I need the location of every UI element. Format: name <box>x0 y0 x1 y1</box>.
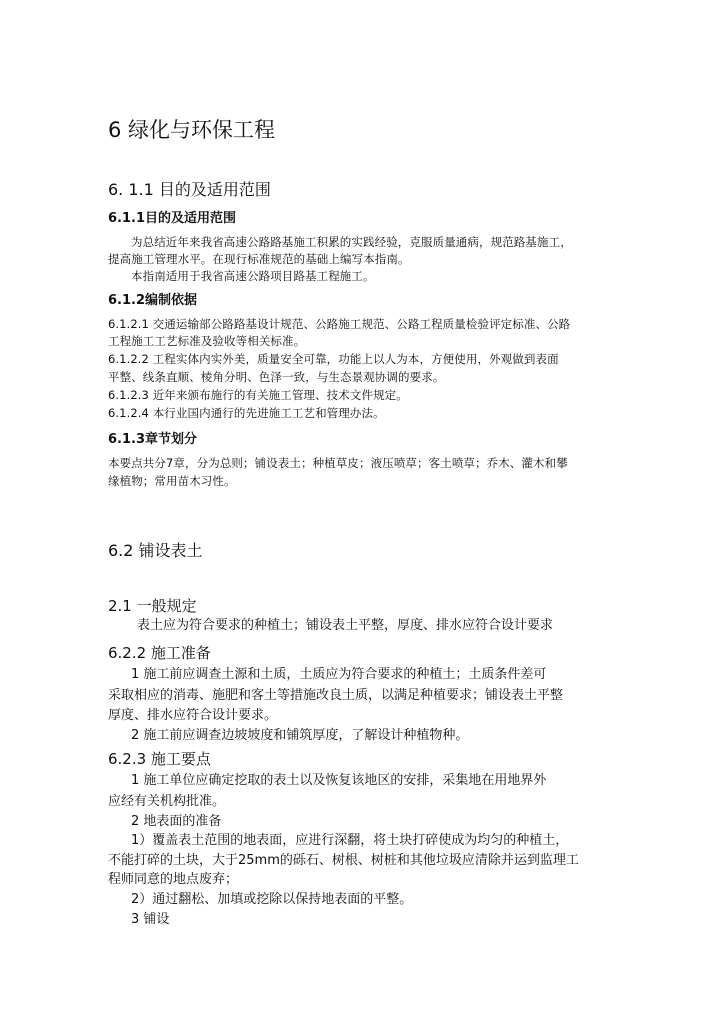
paragraph-line: 2）通过翻松、加填或挖除以保持地表面的平整。 <box>131 892 413 907</box>
chapter-title: 6 绿化与环保工程 <box>108 118 276 142</box>
paragraph-line: 表土应为符合要求的种植土；铺设表土平整，厚度、排水应符合设计要求 <box>137 618 554 633</box>
paragraph-line: 本要点共分7章，分为总则；铺设表土；种植草皮；液压喷草；客土喷草；乔木、灌木和攀 <box>108 456 568 470</box>
paragraph-line: 采取相应的消毒、施肥和客土等措施改良土质，以满足种植要求；铺设表土平整 <box>108 688 564 703</box>
subsection-612-title: 6.1.2编制依据 <box>108 293 198 308</box>
paragraph-line: 1）覆盖表土范围的地表面，应进行深翻，将土块打碎使成为均匀的种植土， <box>131 833 569 848</box>
paragraph-line: 6.1.2.2 工程实体内实外美，质量安全可靠，功能上以人为本，方便使用，外观做到表面 <box>108 352 559 366</box>
paragraph-line: 缘植物；常用苗木习性。 <box>108 474 236 488</box>
paragraph-line: 厚度、排水应符合设计要求。 <box>108 708 278 723</box>
paragraph-line: 平整、线条直顺、棱角分明、色泽一致，与生态景观协调的要求。 <box>108 370 445 384</box>
paragraph-line: 2 地表面的准备 <box>131 814 222 829</box>
section-622-title: 6.2.2 施工准备 <box>108 644 211 662</box>
paragraph-line: 应经有关机构批准。 <box>108 794 226 809</box>
paragraph-line: 不能打碎的土块，大于25mm的砾石、树根、树桩和其他垃圾应清除并运到监理工 <box>108 853 579 868</box>
paragraph-line: 6.1.2.3 近年来颁布施行的有关施工管理、技术文件规定。 <box>108 388 408 402</box>
section-62-title: 6.2 铺设表土 <box>108 541 203 560</box>
subsection-613-title: 6.1.3章节划分 <box>108 432 198 447</box>
paragraph-line: 1 施工前应调查土源和土质，土质应为符合要求的种植土；土质条件差可 <box>131 667 547 682</box>
paragraph-line: 提高施工管理水平。在现行标准规范的基础上编写本指南。 <box>108 252 410 266</box>
paragraph-line: 3 铺设 <box>131 912 170 927</box>
paragraph-line: 本指南适用于我省高速公路项目路基工程施工。 <box>131 269 375 283</box>
paragraph-line: 工程施工工艺标准及验收等相关标准。 <box>108 334 306 348</box>
paragraph-line: 6.1.2.1 交通运输部公路路基设计规范、公路施工规范、公路工程质量检验评定标准、公路 <box>108 317 571 331</box>
section-611-title: 6. 1.1 目的及适用范围 <box>108 180 271 199</box>
section-623-title: 6.2.3 施工要点 <box>108 750 211 768</box>
paragraph-line: 6.1.2.4 本行业国内通行的先进施工工艺和管理办法。 <box>108 406 385 420</box>
paragraph-line: 为总结近年来我省高速公路路基施工积累的实践经验，克服质量通病，规范路基施工， <box>131 235 572 249</box>
paragraph-line: 1 施工单位应确定挖取的表土以及恢复该地区的安排，采集地在用地界外 <box>131 773 547 788</box>
paragraph-line: 2 施工前应调查边坡坡度和铺筑厚度，了解设计种植物种。 <box>131 728 469 743</box>
section-21-title: 2.1 一般规定 <box>108 597 197 615</box>
paragraph-line: 程师同意的地点废弃； <box>108 872 239 887</box>
subsection-611-title: 6.1.1目的及适用范围 <box>108 211 237 226</box>
